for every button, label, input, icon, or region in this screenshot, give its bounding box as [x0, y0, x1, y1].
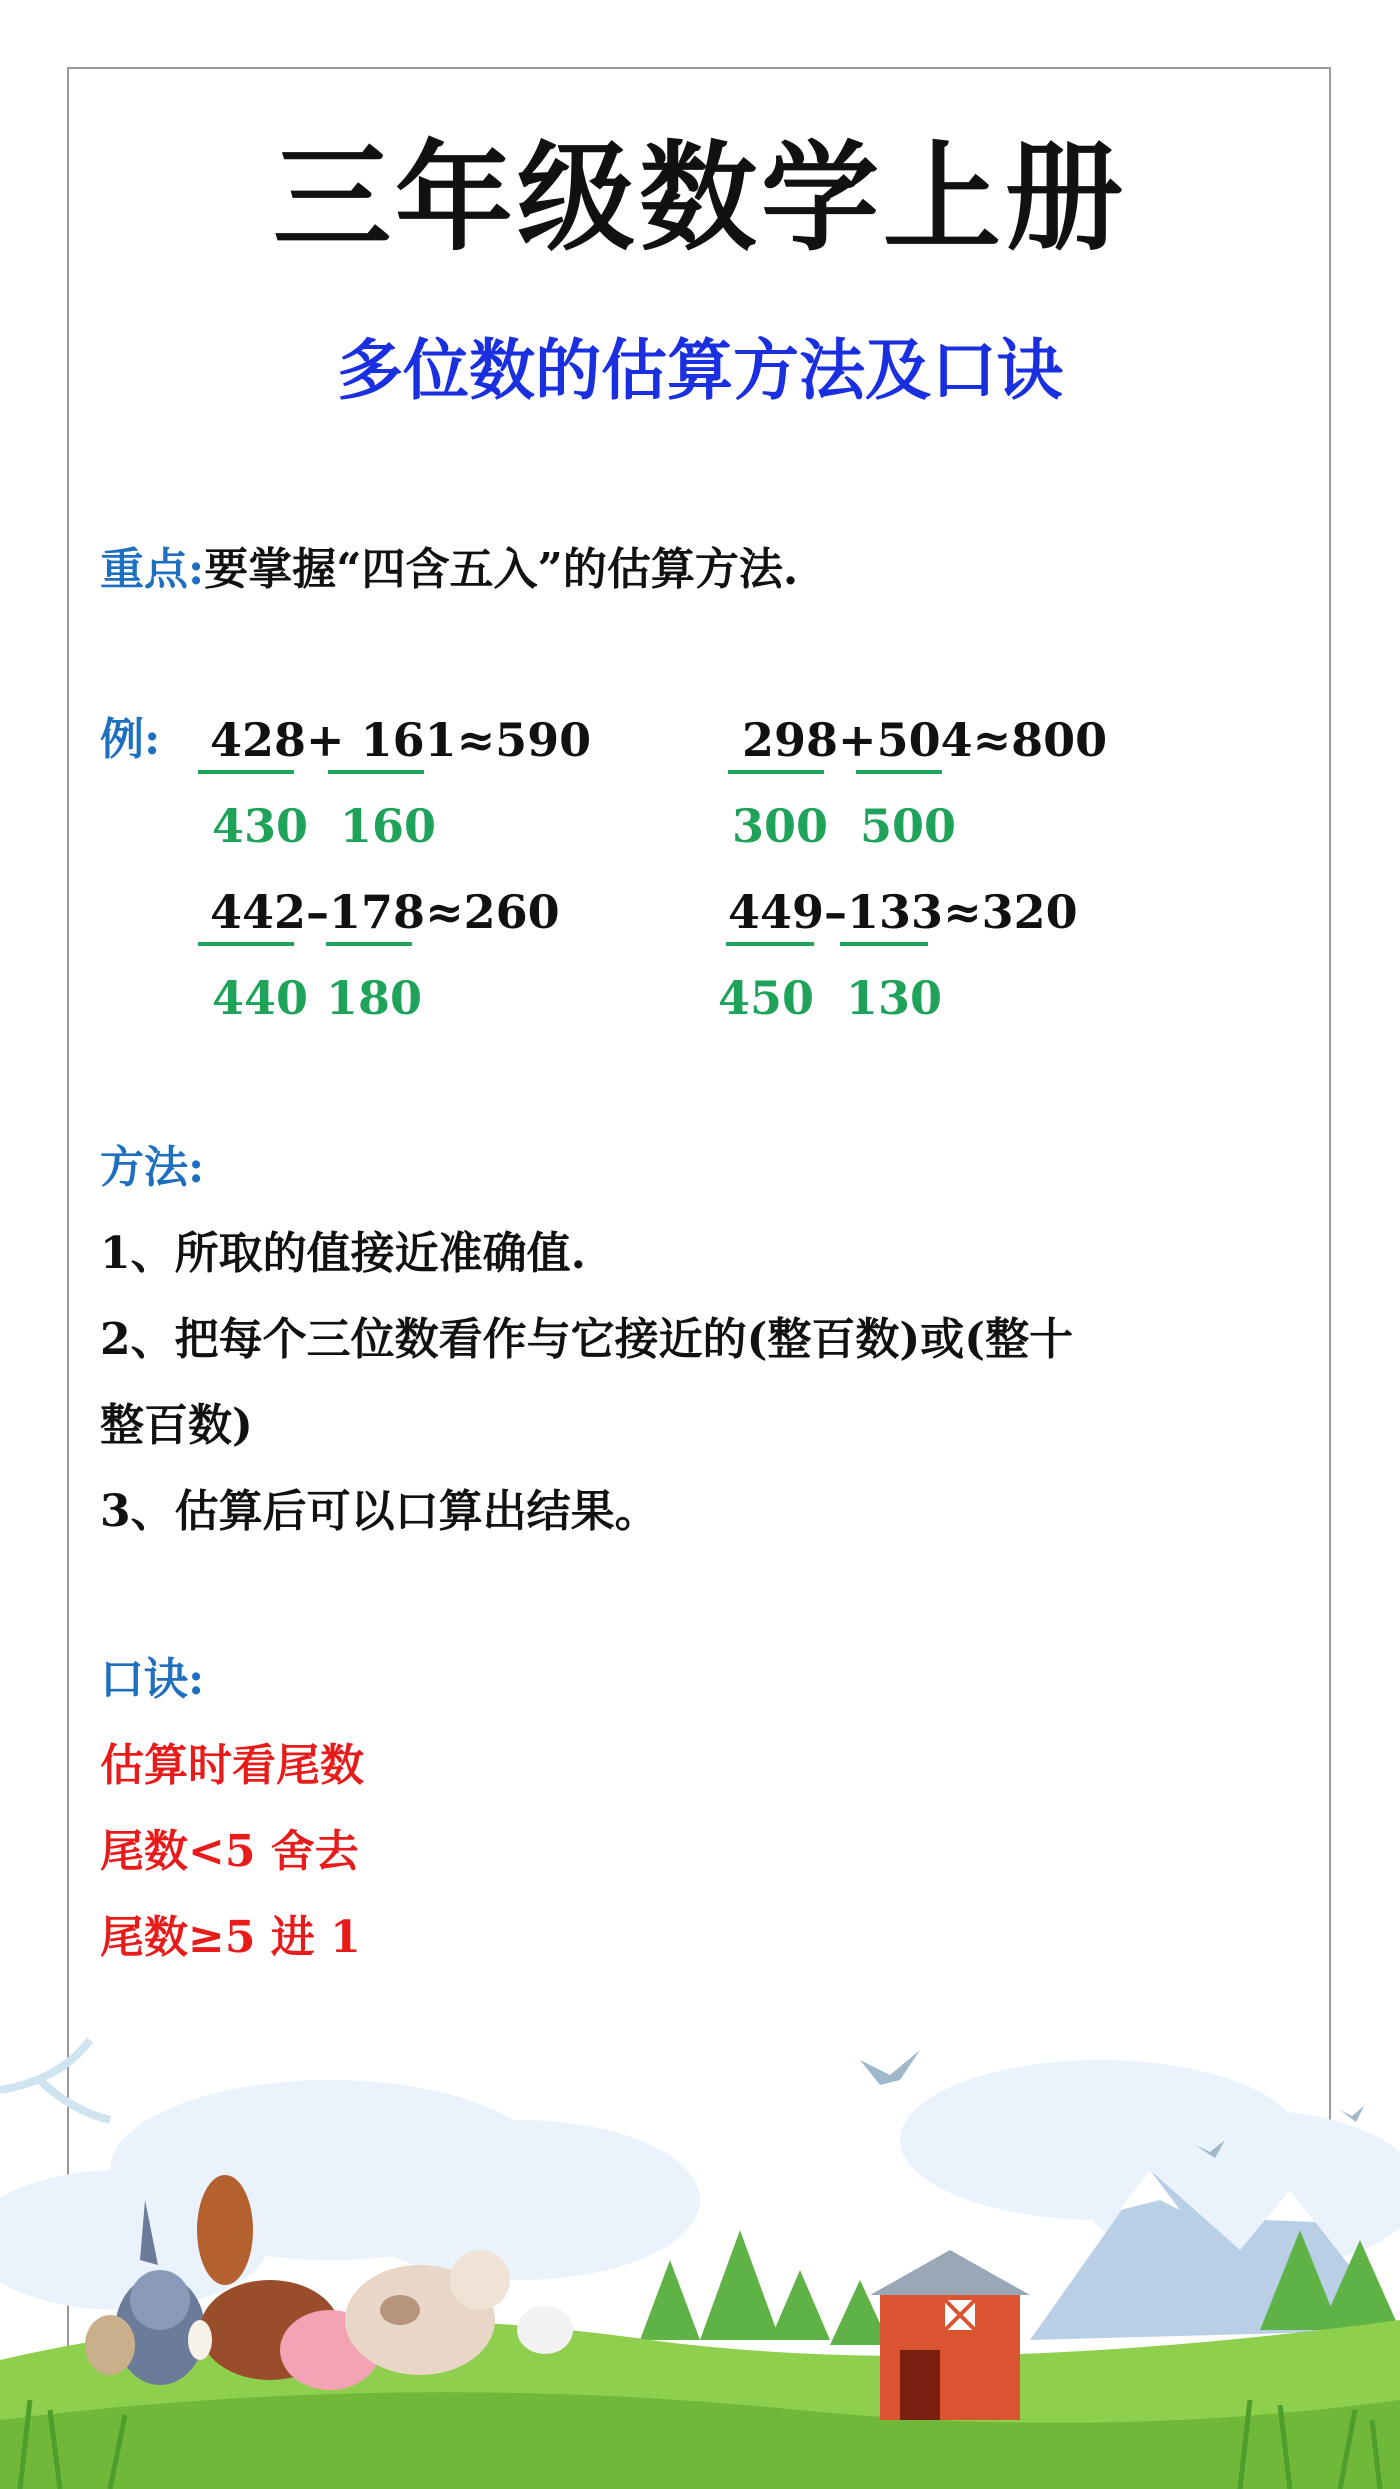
method-label: 方法: — [100, 1142, 205, 1193]
example-3-b: 178 — [329, 885, 426, 939]
key-point-text: 要掌握“四含五入”的估算方法. — [204, 544, 799, 595]
method-label-line — [100, 1140, 204, 1196]
example-4-rounded-b: 130 — [846, 971, 943, 1025]
example-3-a: 442 — [210, 885, 307, 939]
example-2-a-underline — [728, 770, 824, 774]
example-4-b-underline — [840, 942, 928, 946]
example-4-rounded-a: 450 — [718, 971, 815, 1025]
example-label-line — [100, 712, 160, 768]
example-1-expression — [210, 712, 591, 768]
example-4-b: 133 — [847, 885, 944, 939]
example-1-a-underline — [198, 770, 294, 774]
example-4-a-underline — [726, 942, 814, 946]
page-subtitle: 多位数的估算方法及口诀 — [337, 331, 1063, 409]
example-1-b-underline — [328, 770, 424, 774]
example-3-a-underline — [198, 942, 294, 946]
key-point-label: 重点: — [100, 544, 205, 595]
example-3-rounded-a: 440 — [212, 971, 309, 1025]
example-3-rounded-b: 180 — [326, 971, 423, 1025]
example-1-rounded-b: 160 — [340, 799, 437, 853]
example-3-op: – — [306, 885, 330, 939]
method-line-3: 整百数) — [100, 1400, 253, 1451]
example-2-b: 504 — [876, 713, 973, 767]
example-1-rounded-a: 430 — [212, 799, 309, 853]
example-3-approx: ≈260 — [425, 885, 560, 939]
example-1-b: 161 — [360, 713, 457, 767]
example-1-op: + — [306, 713, 345, 767]
example-2-approx: ≈800 — [972, 713, 1108, 767]
rhyme-label: 口诀: — [100, 1654, 205, 1705]
example-4-approx: ≈320 — [943, 885, 1078, 939]
example-1-approx: ≈590 — [456, 713, 592, 767]
example-3-expression — [210, 884, 560, 940]
example-2-rounded-b: 500 — [860, 799, 957, 853]
rhyme-line-3: 尾数≥5 进 1 — [100, 1912, 361, 1963]
example-2-a: 298 — [742, 713, 839, 767]
example-2-op: + — [838, 713, 877, 767]
rhyme-label-line — [100, 1652, 204, 1708]
rhyme-line-2: 尾数<5 舍去 — [100, 1826, 359, 1877]
example-3-b-underline — [326, 942, 412, 946]
page-title: 三年级数学上册 — [272, 128, 1127, 267]
example-2-b-underline — [856, 770, 942, 774]
method-line-4: 3、估算后可以口算出结果。 — [100, 1486, 659, 1537]
example-4-a: 449 — [728, 885, 825, 939]
example-4-expression — [728, 884, 1078, 940]
example-2-rounded-a: 300 — [732, 799, 829, 853]
method-line-1: 1、所取的值接近准确值. — [100, 1228, 586, 1279]
rhyme-line-1: 估算时看尾数 — [100, 1740, 364, 1791]
example-2-expression — [742, 712, 1107, 768]
example-label: 例: — [100, 714, 161, 765]
key-point-line — [100, 542, 798, 598]
example-4-op: – — [824, 885, 848, 939]
method-line-2: 2、把每个三位数看作与它接近的(整百数)或(整十 — [100, 1314, 1074, 1365]
example-1-a: 428 — [210, 713, 307, 767]
